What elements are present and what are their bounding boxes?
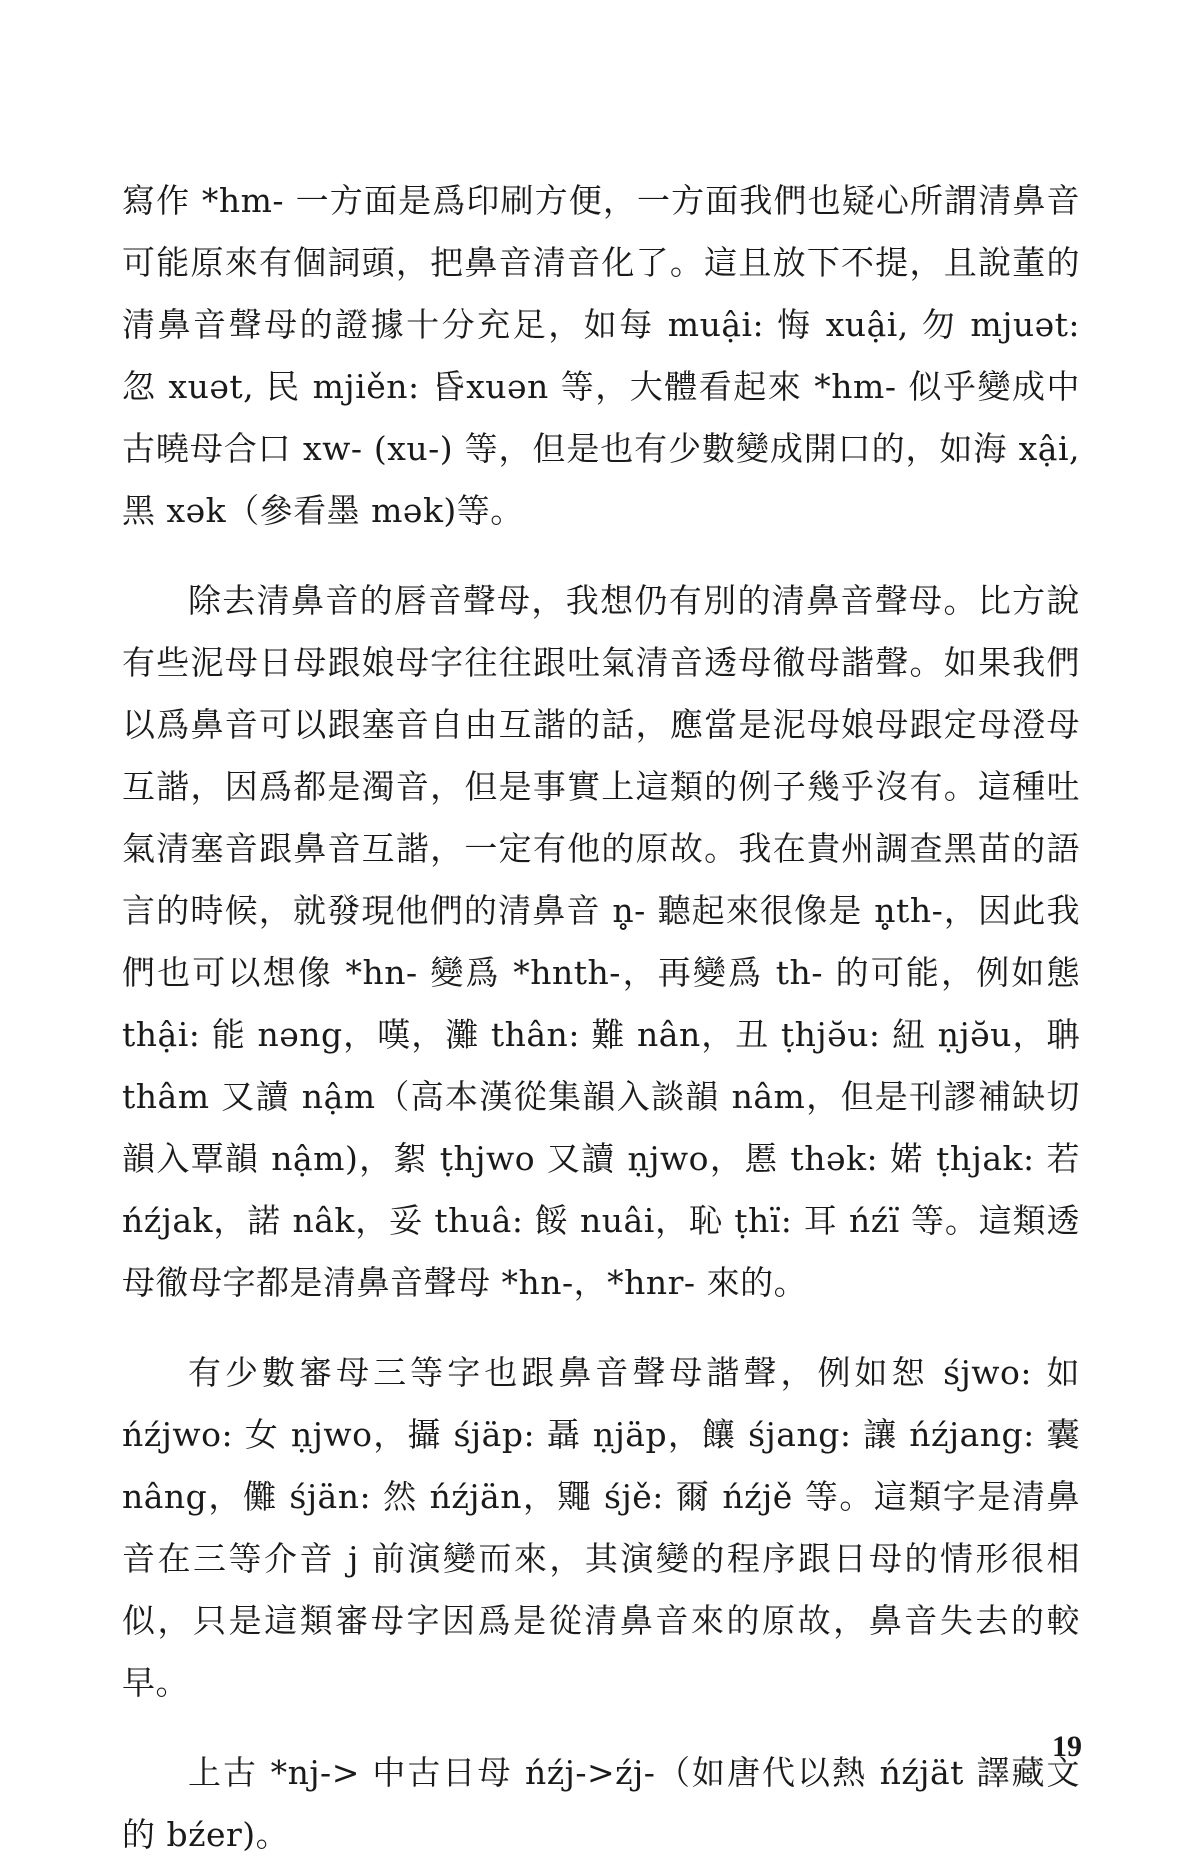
paragraph-1: 寫作 *hm- 一方面是爲印刷方便，一方面我們也疑心所謂清鼻音可能原來有個詞頭，把鼻音清音化了。這且放下不提，且說董的清鼻音聲母的證據十分充足，如每 muậi: 悔 xuậi, 勿 mjuət: 忽 xuət, 民 mjiěn: 昏xuən 等，大體看起來 *hm- 似乎變成中古曉母合口 xw- (xu-) 等，但是也有少數變成開口的，如海 xậi, 黑 xək（參看墨 mək)等。 — [122, 181, 1081, 530]
paragraph-2: 除去清鼻音的唇音聲母，我想仍有別的清鼻音聲母。比方說有些泥母日母跟娘母字往往跟吐氣清音透母徹母諧聲。如果我們以爲鼻音可以跟塞音自由互諧的話，應當是泥母娘母跟定母澄母互諧，因爲都是濁音，但是事實上這類的例子幾乎沒有。這種吐氣清塞音跟鼻音互諧，一定有他的原故。我在貴州調查黑苗的語言的時候，就發現他們的清鼻音 n̥- 聽起來很像是 n̥th-，因此我們也可以想像 *hn- 變爲 *hnth-，再變爲 th- 的可能，例如態 thậi: 能 nəng，嘆，灘 thân: 難 nân，丑 ṭhjə̆u: 紐 ṇjə̆u，聃 thâm 又讀 nậm（高本漢從集韻入談韻 nâm，但是刊謬補缺切韻入覃韻 nậm)，絮 ṭhjwo 又讀 ṇjwo，慝 thək: 婼 ṭhjak: 若 ńźjak，諾 nâk，妥 thuâ: 餒 nuâi，恥 ṭhï: 耳 ńźï 等。這類透母徹母字都是清鼻音聲母 *hn-，*hnr- 來的。 — [122, 581, 1080, 1302]
paragraph-3: 有少數審母三等字也跟鼻音聲母諧聲，例如恕 śjwo: 如 ńźjwo: 女 ṇjwo，攝 śjäp: 聶 ṇjäp，饟 śjang: 讓 ńźjang: 囊 nâng，儺 śjän: 然 ńźjän，鼆 śjě: 爾 ńźjě 等。這類字是清鼻音在三等介音 j 前演變而來，其演變的程序跟日母的情形很相似，只是這類審母字因爲是從清鼻音來的原故，鼻音失去的較早。 — [122, 1353, 1080, 1702]
page-number: 19 — [1052, 1730, 1082, 1763]
paragraph-4: 上古 *nj-> 中古日母 ńźj->źj-（如唐代以熱 ńźjät 譯藏文的 bźer)。 — [122, 1753, 1080, 1854]
page-body — [122, 170, 1080, 1866]
